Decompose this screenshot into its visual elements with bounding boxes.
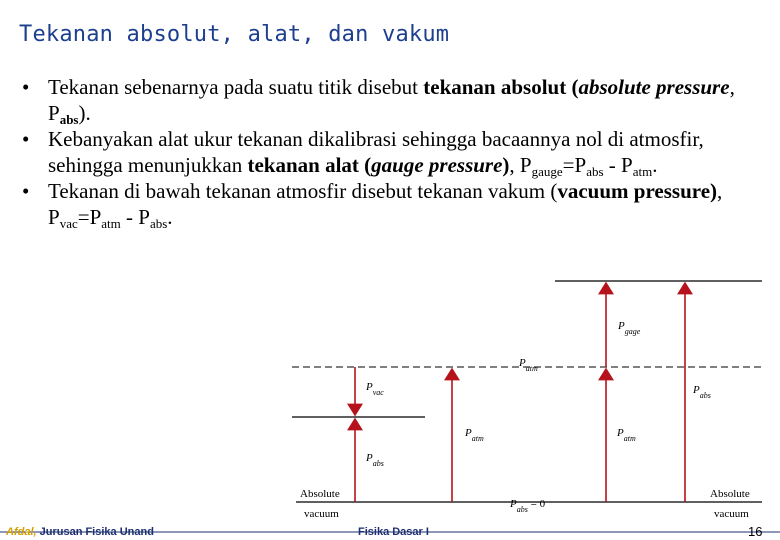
label-p-atm-mid: $P_{atm}$ [465,427,484,443]
subscript: abs [586,164,604,179]
term-bold: ) [502,153,510,177]
subscript: atm [101,216,121,231]
bullet-text: ). [78,101,91,125]
bullet-text: Tekanan di bawah tekanan atmosfir disebut tekanan vakum ( [48,179,558,203]
subscript: atm [632,164,653,179]
bullet-text: , P [509,153,532,177]
bullet-text: - P [120,205,150,229]
footer-department: Jurusan Fisika Unand [36,526,154,538]
label-p-vac: $P_{vac}$ [366,381,384,397]
label-p-abs-right: $P_{abs}$ [693,384,711,400]
bullet-text: . [167,205,173,229]
bullet-marker: • [22,127,30,151]
footer-divider [0,520,780,522]
bullet-marker: • [22,179,30,203]
bullet-text: Kebanyakan alat ukur tekanan dikalibrasi sehingga bacaannya nol di atmosfir, sehingga menunjukkan [48,127,704,177]
term-bold: vacuum pressure) [557,179,718,203]
footer-author-block [6,526,154,538]
page-number: 16 [748,524,763,539]
bullet-text: . [652,153,658,177]
bullet-text: , P [48,179,723,229]
subscript: abs [149,216,168,231]
bullet-text: =P [77,205,102,229]
label-p-atm-right: $P_{atm}$ [617,427,636,443]
label-p-abs-zero: $P_{abs} = 0$ [510,498,546,514]
term-bold-italic: absolute pressure [578,75,730,99]
slide-title: Tekanan absolut, alat, dan vakum [19,22,450,47]
subscript: vac [59,216,78,231]
bullet-marker: • [22,75,30,99]
term-bold: tekanan alat ( [247,153,372,177]
term-bold-italic: gauge pressure [371,153,503,177]
subscript: gauge [531,164,563,179]
label-vacuum-right: vacuum [714,508,749,520]
label-p-gage: $P_{gage}$ [618,320,641,336]
bullet-text: , P [48,75,735,125]
bullet-text: =P [562,153,587,177]
label-p-abs-left: $P_{abs}$ [366,452,384,468]
label-p-atm-top: $P_{atm}$ [519,357,538,373]
bullet-text: Tekanan sebenarnya pada suatu titik disebut [48,75,424,99]
term-bold: tekanan absolut ( [423,75,579,99]
subscript: abs [59,112,79,127]
bullet-text: - P [603,153,633,177]
footer-course: Fisika Dasar I [358,526,429,538]
label-absolute-left: Absolute [300,488,340,500]
label-vacuum-left: vacuum [304,508,339,520]
footer-author: Afdal, [6,526,37,538]
label-absolute-right: Absolute [710,488,750,500]
